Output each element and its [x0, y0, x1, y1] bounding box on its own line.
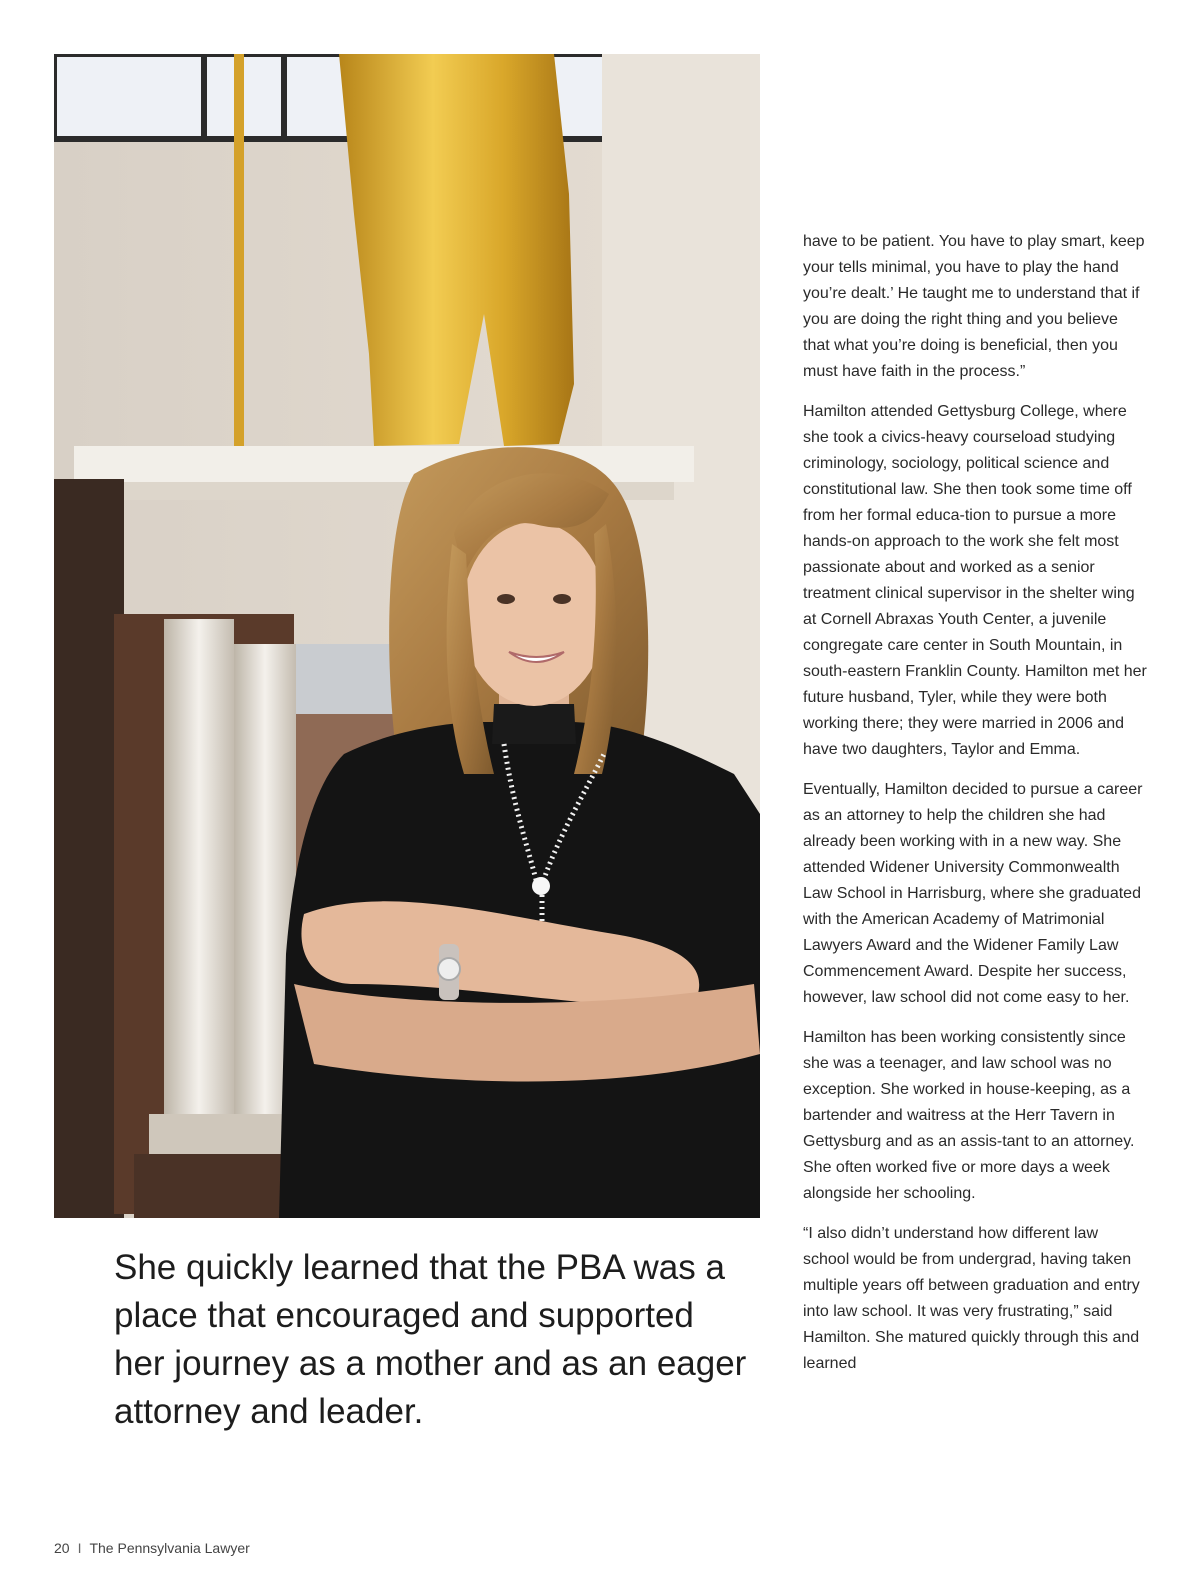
page-footer: [54, 1540, 250, 1556]
article-paragraph: Eventually, Hamilton decided to pursue a career as an attorney to help the children she had already been working with in a new way. She attended Widener University Commonwealth Law School in Harrisburg, where she graduated with the American Academy of Matrimonial Lawyers Award and the Widener Family Law Commencement Award. Despite her success, however, law school did not come easy to her.: [803, 781, 1143, 1006]
article-body: [803, 229, 1148, 1391]
article-paragraph: have to be patient. You have to play smart, keep your tells minimal, you have to play the hand you’re dealt.’ He taught me to understand that if you are doing the right thing and you believe that what you’re doing is beneficial, then you must have faith in the process.”: [803, 233, 1145, 380]
article-paragraph: Hamilton attended Gettysburg College, where she took a civics-heavy courseload studying criminology, sociology, political science and constitutional law. She then took some time off from her formal educa-tion to pursue a more hands-on approach to the work she felt most passionate about and worked as a senior treatment clinical supervisor in the shelter wing at Cornell Abraxas Youth Center, a juvenile congregate care center in South Mountain, in south-eastern Franklin County. Hamilton met her future husband, Tyler, while they were both working there; they were married in 2006 and have two daughters, Taylor and Emma.: [803, 403, 1147, 758]
portrait-photo: [54, 54, 760, 1218]
article-paragraph: “I also didn’t understand how different law school would be from undergrad, having taken multiple years off between graduation and entry into law school. It was very frustrating,” said Hamilton. She matured quickly through this and learned: [803, 1225, 1140, 1372]
publication-name: The Pennsylvania Lawyer: [89, 1540, 250, 1556]
pull-quote: She quickly learned that the PBA was a place that encouraged and supported her journey as a mother and as an eager attorney and leader.: [114, 1248, 747, 1431]
portrait-illustration: [54, 54, 760, 1218]
page-number: 20: [54, 1540, 70, 1556]
footer-separator: I: [77, 1540, 82, 1556]
article-paragraph: Hamilton has been working consistently since she was a teenager, and law school was no exception. She worked in house-keeping, as a bartender and waitress at the Herr Tavern in Gettysburg and as an assis-tant to an attorney. She often worked five or more days a week alongside her schooling.: [803, 1029, 1135, 1202]
